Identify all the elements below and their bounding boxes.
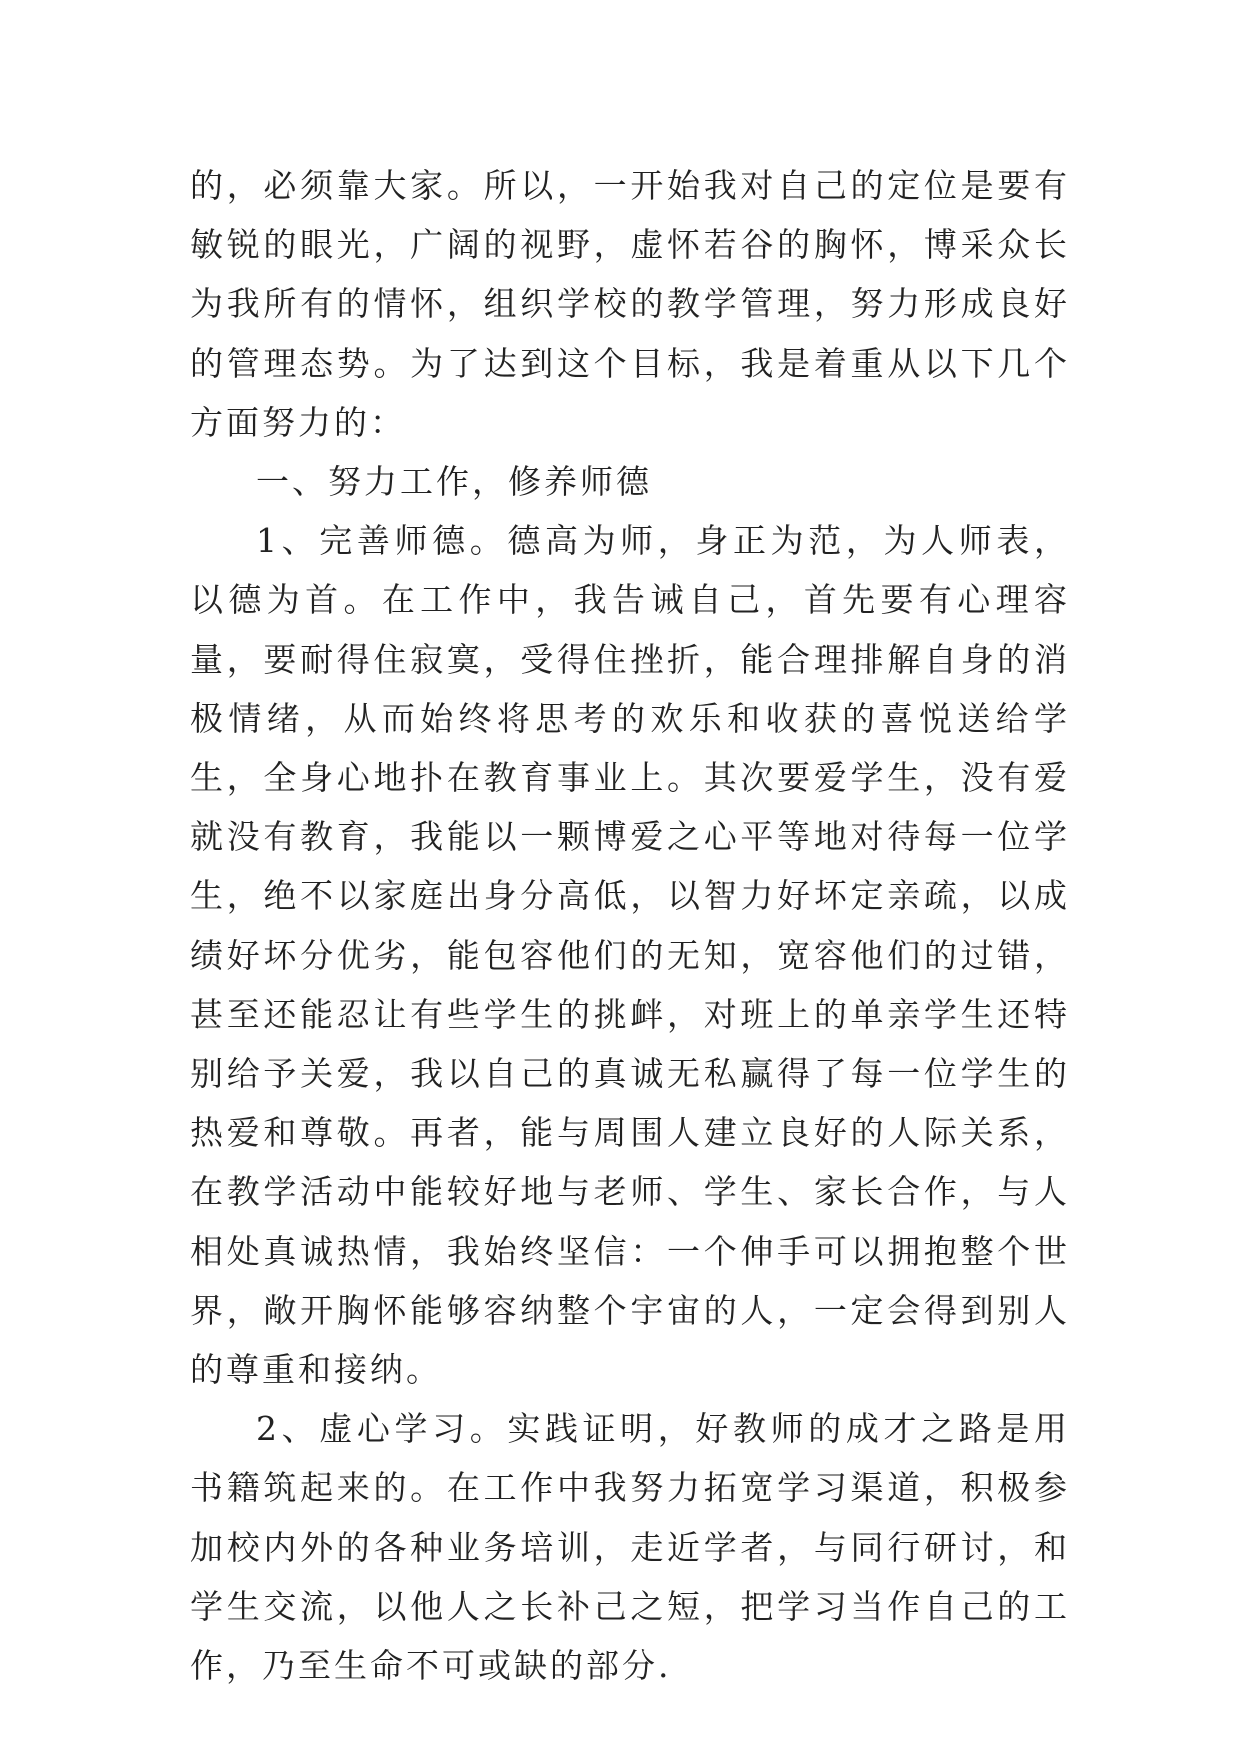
document-body — [190, 156, 1070, 1695]
paragraph-intro: 的，必须靠大家。所以，一开始我对自己的定位是要有敏锐的眼光，广阔的视野，虚怀若谷的胸怀，博采众长为我所有的情怀，组织学校的教学管理，努力形成良好的管理态势。为了达到这个目标，我是着重从以下几个方面努力的： — [190, 166, 1070, 442]
paragraph-ethics: 1、完善师德。德高为师，身正为范，为人师表，以德为首。在工作中，我告诫自己，首先要有心理容量，要耐得住寂寞，受得住挫折，能合理排解自身的消极情绪，从而始终将思考的欢乐和收获的喜悦送给学生，全身心地扑在教育事业上。其次要爱学生，没有爱就没有教育，我能以一颗博爱之心平等地对待每一位学生，绝不以家庭出身分高低，以智力好坏定亲疏，以成绩好坏分优劣，能包容他们的无知，宽容他们的过错，甚至还能忍让有些学生的挑衅，对班上的单亲学生还特别给予关爱，我以自己的真诚无私赢得了每一位学生的热爱和尊敬。再者，能与周围人建立良好的人际关系，在教学活动中能较好地与老师、学生、家长合作，与人相处真诚热情，我始终坚信：一个伸手可以拥抱整个世界，敞开胸怀能够容纳整个宇宙的人，一定会得到别人的尊重和接纳。 — [190, 521, 1070, 1390]
paragraph-learning: 2、虚心学习。实践证明，好教师的成才之路是用书籍筑起来的。在工作中我努力拓宽学习渠道，积极参加校内外的各种业务培训，走近学者，与同行研讨，和学生交流，以他人之长补己之短，把学习当作自己的工作，乃至生命不可或缺的部分. — [190, 1409, 1070, 1686]
section-heading: 一、努力工作，修养师德 — [256, 462, 652, 502]
